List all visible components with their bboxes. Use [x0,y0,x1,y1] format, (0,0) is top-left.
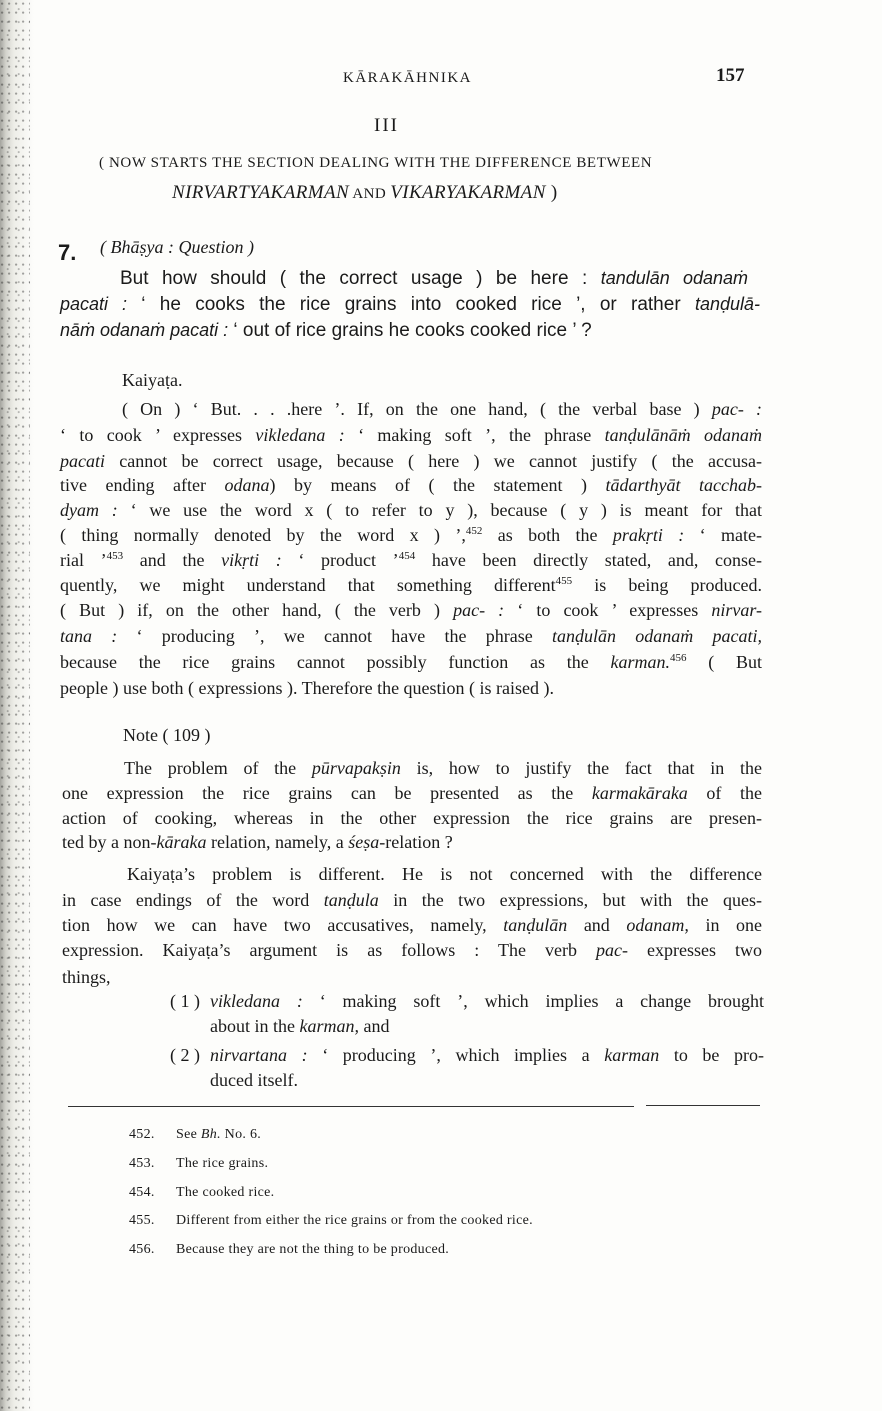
section-heading-line1: ( NOW STARTS THE SECTION DEALING WITH THE DIFFERENCE BETWEEN [99,155,653,171]
kaiyata-line-10: tana : ‘ producing ’, we cannot have the phrase tanḍulān odanaṁ pacati, [60,626,762,646]
kaiyata-label: Kaiyaṭa. [122,370,183,390]
item-1-number: ( 1 ) [170,991,200,1011]
running-title: KĀRAKĀHNIKA [343,70,472,86]
page-edge-speckles [0,0,30,1411]
section-heading-line2: NIRVARTYAKARMAN AND VIKARYAKARMAN ) [172,182,558,203]
footnote-ref-455: 455 [555,575,573,587]
footnote-ref-454: 454 [398,550,416,562]
note-p2-line-1: Kaiyaṭa’s problem is different. He is not concerned with the difference [127,864,762,884]
footnote-456: 456. Because they are not the thing to be produced. [129,1242,450,1257]
kaiyata-line-8: quently, we might understand that something different$^{455}$ is being produced. [60,575,763,595]
kaiyata-line-1: ( On ) ‘ But. . . .here ’. If, on the one hand, ( the verbal base ) pac- : [122,399,762,419]
footnote-rule-end [646,1105,760,1106]
kaiyata-line-2: ‘ to cook ’ expresses vikledana : ‘ making soft ’, the phrase tanḍulānāṁ odanaṁ [60,425,763,445]
footnote-453: 453. The rice grains. [129,1156,269,1171]
footnote-454: 454. The cooked rice. [129,1185,275,1200]
item-2-number: ( 2 ) [170,1045,200,1065]
note-label: Note ( 109 ) [123,725,211,745]
note-p1-line-4: ted by a non-kāraka relation, namely, a śeṣa-relation ? [62,832,453,852]
bhasya-label: ( Bhāṣya : Question ) [100,237,254,257]
term-nirvartyakarman: NIRVARTYAKARMAN [172,182,350,203]
item-2-line-2: duced itself. [210,1070,298,1090]
kaiyata-line-4: tive ending after odana) by means of ( the statement ) tādarthyāt tacchab- [60,475,762,495]
bhasya-line-3: nāṁ odanaṁ pacati : ‘ out of rice grains he cooks cooked rice ’ ? [60,320,592,341]
kaiyata-line-3: pacati cannot be correct usage, because ( here ) we cannot justify ( the accusa- [60,451,762,471]
footnote-ref-452: 452 [465,525,483,537]
kaiyata-line-12: people ) use both ( expressions ). Therefore the question ( is raised ). [60,678,555,698]
footnote-452: 452. See Bh. No. 6. [129,1127,262,1142]
bhasya-line-1: But how should ( the correct usage ) be here : tandulān odanaṁ [120,268,748,289]
paragraph-number: 7. [58,240,77,265]
item-2-line-1: nirvartana : ‘ producing ’, which implies a karman to be pro- [210,1045,765,1065]
item-1-line-1: vikledana : ‘ making soft ’, which implies a change brought [210,991,764,1011]
kaiyata-line-7: rial ’$^{453}$ and the vikṛti : ‘ product ’$^{454}$ have been directly stated, and, conse- [60,550,763,570]
note-p2-line-3: tion how we can have two accusatives, namely, tanḍulān and odanam, in one [62,915,762,935]
term-vikaryakarman: VIKARYAKARMAN [390,182,546,203]
item-1-line-2: about in the karman, and [210,1016,390,1036]
kaiyata-line-6: ( thing normally denoted by the word x ) ’,$^{452}$ as both the prakṛti : ‘ mate- [60,525,763,545]
kaiyata-line-9: ( But ) if, on the other hand, ( the verb ) pac- : ‘ to cook ’ expresses nirvar- [60,600,762,620]
kaiyata-line-5: dyam : ‘ we use the word x ( to refer to y ), because ( y ) is meant for that [60,500,763,520]
footnote-ref-453: 453 [106,550,124,562]
note-p2-line-5: things, [62,967,111,987]
note-p1-line-2: one expression the rice grains can be presented as the karmakāraka of the [62,783,762,803]
kaiyata-line-11: because the rice grains cannot possibly function as the karman.$^{456}$ ( But [60,652,762,672]
bhasya-line-2: pacati : ‘ he cooks the rice grains into cooked rice ’, or rather tanḍulā- [60,294,760,315]
note-p2-line-2: in case endings of the word tanḍula in the two expressions, but with the ques- [62,890,762,910]
footnote-rule [68,1106,634,1107]
note-p1-line-1: The problem of the pūrvapakṣin is, how to justify the fact that in the [124,758,762,778]
note-p1-line-3: action of cooking, whereas in the other expression the rice grains are presen- [62,808,762,828]
section-number: III [374,115,399,136]
note-p2-line-4: expression. Kaiyaṭa’s argument is as follows : The verb pac- expresses two [62,940,762,960]
footnote-ref-456: 456 [670,652,687,664]
page-number: 157 [716,65,745,86]
footnote-455: 455. Different from either the rice grains or from the cooked rice. [129,1213,533,1228]
